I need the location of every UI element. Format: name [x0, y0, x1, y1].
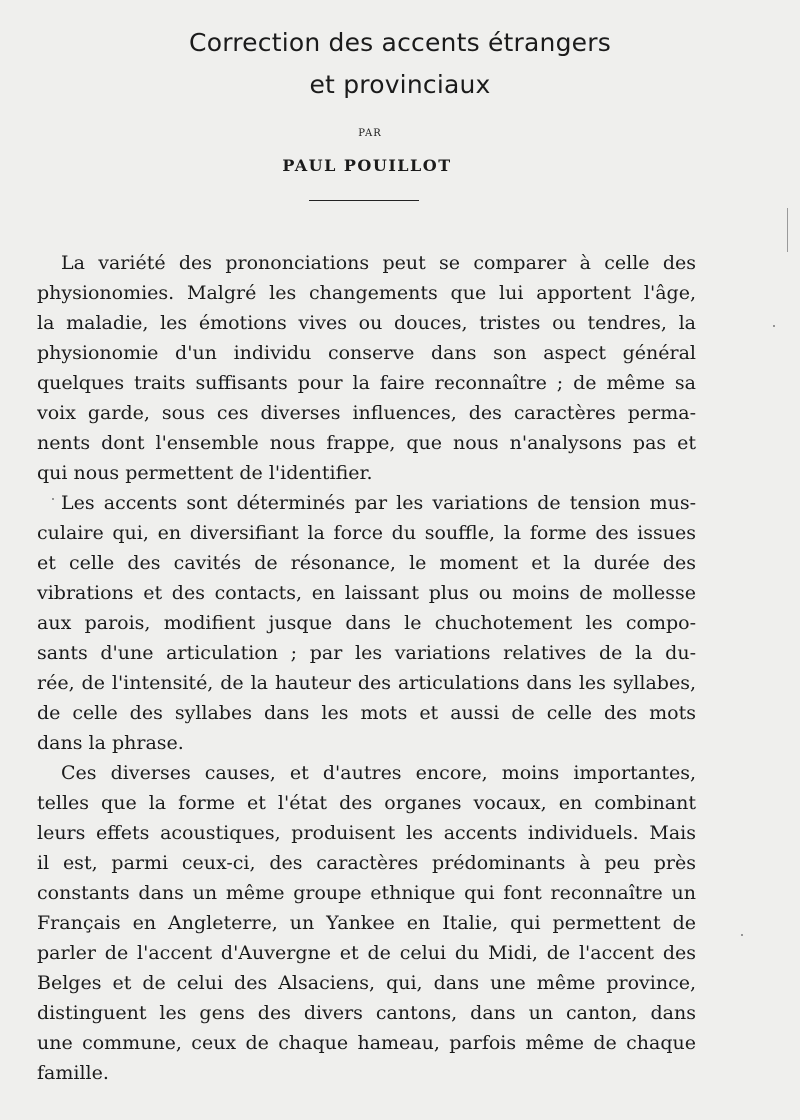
paragraph-1-line-7: nents dont l'ensemble nous frappe, que nous n'analysons pas et: [37, 432, 696, 454]
paragraph-2-line-1: Les accents sont déterminés par les variations de tension mus-: [61, 492, 696, 514]
paragraph-2-line-2: culaire qui, en diversifiant la force du souffle, la forme des issues: [37, 522, 696, 544]
paragraph-1-line-1: La variété des prononciations peut se comparer à celle des: [61, 252, 696, 274]
paragraph-3-line-5: constants dans un même groupe ethnique qui font reconnaître un: [37, 882, 696, 904]
paragraph-3-line-4: il est, parmi ceux-ci, des caractères prédominants à peu près: [37, 852, 696, 874]
article-body: [37, 248, 696, 1088]
paragraph-1-line-8: qui nous permettent de l'identifier.: [37, 462, 373, 484]
article-title-line-2: et provinciaux: [309, 70, 491, 99]
paragraph-2-line-8: de celle des syllabes dans les mots et aussi de celle des mots: [37, 702, 696, 724]
paragraph-1-line-2: physionomies. Malgré les changements que lui apportent l'âge,: [37, 282, 696, 304]
paragraph-1-line-6: voix garde, sous ces diverses influences, des caractères perma-: [37, 402, 696, 424]
scan-speck: [741, 934, 743, 936]
paragraph-1-line-3: la maladie, les émotions vives ou douces, tristes ou tendres, la: [37, 312, 696, 334]
paragraph-3-line-11: famille.: [37, 1062, 109, 1084]
article-title-line-1: Correction des accents étrangers: [189, 28, 611, 57]
paragraph-3-line-6: Français en Angleterre, un Yankee en Italie, qui permettent de: [37, 912, 696, 934]
paragraph-3-line-8: Belges et de celui des Alsaciens, qui, dans une même province,: [37, 972, 696, 994]
paragraph-2-line-3: et celle des cavités de résonance, le moment et la durée des: [37, 552, 696, 574]
paragraph-2-line-6: sants d'une articulation ; par les variations relatives de la du-: [37, 642, 696, 664]
scan-speck: [773, 325, 775, 327]
paragraph-1-line-4: physionomie d'un individu conserve dans son aspect général: [37, 342, 696, 364]
paragraph-2-line-9: dans la phrase.: [37, 732, 184, 754]
scan-edge-mark: [787, 208, 788, 252]
title-divider: [309, 200, 419, 201]
author-name: PAUL POUILLOT: [282, 156, 452, 175]
paragraph-1-line-5: quelques traits suffisants pour la faire reconnaître ; de même sa: [37, 372, 696, 394]
paragraph-3-line-1: Ces diverses causes, et d'autres encore, moins importantes,: [61, 762, 696, 784]
paragraph-3-line-7: parler de l'accent d'Auvergne et de celui du Midi, de l'accent des: [37, 942, 696, 964]
paragraph-3-line-2: telles que la forme et l'état des organes vocaux, en combinant: [37, 792, 696, 814]
byline-par: PAR: [358, 128, 382, 139]
paragraph-2-line-7: rée, de l'intensité, de la hauteur des articulations dans les syllabes,: [37, 672, 696, 694]
scan-speck: [52, 498, 54, 500]
paragraph-3-line-10: une commune, ceux de chaque hameau, parfois même de chaque: [37, 1032, 696, 1054]
paragraph-2-line-5: aux parois, modifient jusque dans le chuchotement les compo-: [37, 612, 696, 634]
paragraph-2-line-4: vibrations et des contacts, en laissant plus ou moins de mollesse: [37, 582, 696, 604]
paragraph-3-line-3: leurs effets acoustiques, produisent les accents individuels. Mais: [37, 822, 696, 844]
paragraph-3-line-9: distinguent les gens des divers cantons, dans un canton, dans: [37, 1002, 696, 1024]
